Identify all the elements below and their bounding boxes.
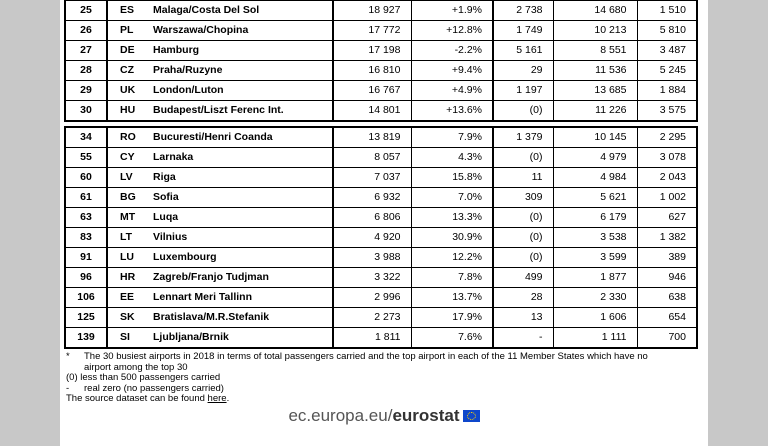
intra-eu-passengers-cell: 2 330: [553, 288, 637, 308]
total-passengers-cell: 13 819: [333, 127, 411, 148]
growth-rate-cell: 7.9%: [411, 127, 493, 148]
total-passengers-cell: 3 322: [333, 268, 411, 288]
growth-rate-cell: 4.3%: [411, 148, 493, 168]
source-note: The source dataset can be found here.: [66, 393, 230, 404]
national-passengers-cell: (0): [493, 148, 553, 168]
total-passengers-cell: 1 811: [333, 328, 411, 349]
table-row: [65, 0, 697, 21]
national-passengers-cell: (0): [493, 101, 553, 122]
country-code-cell: RO: [107, 127, 147, 148]
intra-eu-passengers-cell: 4 984: [553, 168, 637, 188]
total-passengers-cell: 16 810: [333, 61, 411, 81]
table-row: [65, 81, 697, 101]
growth-rate-cell: 30.9%: [411, 228, 493, 248]
extra-eu-passengers-cell: 5 245: [637, 61, 697, 81]
rank-cell: 25: [65, 0, 107, 21]
intra-eu-passengers-cell: 4 979: [553, 148, 637, 168]
airport-name-cell: Warszawa/Chopina: [147, 21, 333, 41]
airport-name-cell: Sofia: [147, 188, 333, 208]
table-row: [65, 208, 697, 228]
growth-rate-cell: 17.9%: [411, 308, 493, 328]
country-code-cell: LU: [107, 248, 147, 268]
airport-name-cell: Ljubljana/Brnik: [147, 328, 333, 349]
country-code-cell: PL: [107, 21, 147, 41]
intra-eu-passengers-cell: 1 111: [553, 328, 637, 349]
table-row: [65, 328, 697, 349]
national-passengers-cell: (0): [493, 208, 553, 228]
extra-eu-passengers-cell: 3 078: [637, 148, 697, 168]
table-row: [65, 288, 697, 308]
extra-eu-passengers-cell: 1 382: [637, 228, 697, 248]
rank-cell: 61: [65, 188, 107, 208]
growth-rate-cell: 7.6%: [411, 328, 493, 349]
intra-eu-passengers-cell: 5 621: [553, 188, 637, 208]
national-passengers-cell: 5 161: [493, 41, 553, 61]
rank-cell: 28: [65, 61, 107, 81]
rank-cell: 34: [65, 127, 107, 148]
table-row: [65, 168, 697, 188]
national-passengers-cell: 1 197: [493, 81, 553, 101]
table-row: [65, 41, 697, 61]
source-link[interactable]: here: [207, 393, 227, 404]
table-row: [65, 101, 697, 122]
extra-eu-passengers-cell: 2 043: [637, 168, 697, 188]
table-row: [65, 21, 697, 41]
footnote-star: [66, 352, 696, 373]
country-code-cell: LV: [107, 168, 147, 188]
country-code-cell: HU: [107, 101, 147, 122]
airport-name-cell: Zagreb/Franjo Tudjman: [147, 268, 333, 288]
table-row: [65, 228, 697, 248]
member-state-airports-table: [64, 126, 698, 349]
airport-name-cell: Bucuresti/Henri Coanda: [147, 127, 333, 148]
national-passengers-cell: 2 738: [493, 0, 553, 21]
country-code-cell: CY: [107, 148, 147, 168]
total-passengers-cell: 3 988: [333, 248, 411, 268]
extra-eu-passengers-cell: 700: [637, 328, 697, 349]
growth-rate-cell: +4.9%: [411, 81, 493, 101]
table-row: [65, 268, 697, 288]
intra-eu-passengers-cell: 11 536: [553, 61, 637, 81]
country-code-cell: ES: [107, 0, 147, 21]
total-passengers-cell: 7 037: [333, 168, 411, 188]
intra-eu-passengers-cell: 13 685: [553, 81, 637, 101]
rank-cell: 29: [65, 81, 107, 101]
national-passengers-cell: (0): [493, 248, 553, 268]
intra-eu-passengers-cell: 14 680: [553, 0, 637, 21]
airport-name-cell: Malaga/Costa Del Sol: [147, 0, 333, 21]
rank-cell: 91: [65, 248, 107, 268]
table-row: [65, 188, 697, 208]
airport-name-cell: Lennart Meri Tallinn: [147, 288, 333, 308]
rank-cell: 60: [65, 168, 107, 188]
airport-name-cell: Luqa: [147, 208, 333, 228]
airport-name-cell: Budapest/Liszt Ferenc Int.: [147, 101, 333, 122]
extra-eu-passengers-cell: 3 487: [637, 41, 697, 61]
airport-name-cell: Bratislava/M.R.Stefanik: [147, 308, 333, 328]
country-code-cell: SI: [107, 328, 147, 349]
top-airports-table: [64, 0, 698, 122]
table-row: [65, 308, 697, 328]
extra-eu-passengers-cell: 389: [637, 248, 697, 268]
rank-cell: 63: [65, 208, 107, 228]
eu-flag-icon: [463, 410, 480, 422]
growth-rate-cell: +9.4%: [411, 61, 493, 81]
national-passengers-cell: 28: [493, 288, 553, 308]
growth-rate-cell: +13.6%: [411, 101, 493, 122]
total-passengers-cell: 14 801: [333, 101, 411, 122]
country-code-cell: DE: [107, 41, 147, 61]
intra-eu-passengers-cell: 10 145: [553, 127, 637, 148]
rank-cell: 106: [65, 288, 107, 308]
country-code-cell: EE: [107, 288, 147, 308]
growth-rate-cell: 15.8%: [411, 168, 493, 188]
total-passengers-cell: 18 927: [333, 0, 411, 21]
total-passengers-cell: 2 996: [333, 288, 411, 308]
rank-cell: 26: [65, 21, 107, 41]
total-passengers-cell: 6 806: [333, 208, 411, 228]
national-passengers-cell: 1 379: [493, 127, 553, 148]
airport-name-cell: Hamburg: [147, 41, 333, 61]
document-page: [60, 0, 708, 446]
growth-rate-cell: 13.7%: [411, 288, 493, 308]
total-passengers-cell: 4 920: [333, 228, 411, 248]
table-row: [65, 61, 697, 81]
rank-cell: 96: [65, 268, 107, 288]
footnote-star-text: The 30 busiest airports in 2018 in terms of total passengers carried and the top airport in each of the 11 Member States which have no airport among the top 30: [84, 351, 648, 373]
eurostat-footer: [60, 406, 708, 426]
intra-eu-passengers-cell: 6 179: [553, 208, 637, 228]
footnote-dash-mark: -: [66, 382, 70, 394]
total-passengers-cell: 17 198: [333, 41, 411, 61]
country-code-cell: SK: [107, 308, 147, 328]
country-code-cell: MT: [107, 208, 147, 228]
growth-rate-cell: 7.8%: [411, 268, 493, 288]
extra-eu-passengers-cell: 3 575: [637, 101, 697, 122]
national-passengers-cell: 13: [493, 308, 553, 328]
rank-cell: 27: [65, 41, 107, 61]
growth-rate-cell: +12.8%: [411, 21, 493, 41]
footnote-zero: (0) less than 500 passengers carried: [66, 372, 221, 383]
extra-eu-passengers-cell: 654: [637, 308, 697, 328]
table-row: [65, 248, 697, 268]
rank-cell: 125: [65, 308, 107, 328]
intra-eu-passengers-cell: 10 213: [553, 21, 637, 41]
country-code-cell: UK: [107, 81, 147, 101]
extra-eu-passengers-cell: 1 002: [637, 188, 697, 208]
extra-eu-passengers-cell: 5 810: [637, 21, 697, 41]
airport-name-cell: Vilnius: [147, 228, 333, 248]
intra-eu-passengers-cell: 3 538: [553, 228, 637, 248]
rank-cell: 55: [65, 148, 107, 168]
intra-eu-passengers-cell: 1 877: [553, 268, 637, 288]
growth-rate-cell: -2.2%: [411, 41, 493, 61]
intra-eu-passengers-cell: 8 551: [553, 41, 637, 61]
footer-domain: ec.europa.eu/: [288, 406, 393, 425]
country-code-cell: HR: [107, 268, 147, 288]
country-code-cell: LT: [107, 228, 147, 248]
national-passengers-cell: 29: [493, 61, 553, 81]
airport-name-cell: Larnaka: [147, 148, 333, 168]
intra-eu-passengers-cell: 1 606: [553, 308, 637, 328]
national-passengers-cell: 11: [493, 168, 553, 188]
growth-rate-cell: 12.2%: [411, 248, 493, 268]
table-row: [65, 127, 697, 148]
national-passengers-cell: (0): [493, 228, 553, 248]
rank-cell: 83: [65, 228, 107, 248]
rank-cell: 139: [65, 328, 107, 349]
intra-eu-passengers-cell: 3 599: [553, 248, 637, 268]
extra-eu-passengers-cell: 2 295: [637, 127, 697, 148]
extra-eu-passengers-cell: 1 510: [637, 0, 697, 21]
footnotes: [66, 352, 696, 405]
growth-rate-cell: +1.9%: [411, 0, 493, 21]
airport-name-cell: Riga: [147, 168, 333, 188]
footnote-dash-text: real zero (no passengers carried): [84, 382, 224, 394]
footnote-star-mark: *: [66, 351, 70, 362]
total-passengers-cell: 8 057: [333, 148, 411, 168]
growth-rate-cell: 13.3%: [411, 208, 493, 228]
airport-name-cell: London/Luton: [147, 81, 333, 101]
national-passengers-cell: 1 749: [493, 21, 553, 41]
extra-eu-passengers-cell: 1 884: [637, 81, 697, 101]
extra-eu-passengers-cell: 627: [637, 208, 697, 228]
national-passengers-cell: 499: [493, 268, 553, 288]
total-passengers-cell: 6 932: [333, 188, 411, 208]
rank-cell: 30: [65, 101, 107, 122]
footer-brand: eurostat: [392, 406, 460, 425]
intra-eu-passengers-cell: 11 226: [553, 101, 637, 122]
national-passengers-cell: -: [493, 328, 553, 349]
growth-rate-cell: 7.0%: [411, 188, 493, 208]
total-passengers-cell: 16 767: [333, 81, 411, 101]
national-passengers-cell: 309: [493, 188, 553, 208]
extra-eu-passengers-cell: 638: [637, 288, 697, 308]
extra-eu-passengers-cell: 946: [637, 268, 697, 288]
table-row: [65, 148, 697, 168]
total-passengers-cell: 17 772: [333, 21, 411, 41]
country-code-cell: BG: [107, 188, 147, 208]
airport-name-cell: Luxembourg: [147, 248, 333, 268]
country-code-cell: CZ: [107, 61, 147, 81]
airport-name-cell: Praha/Ruzyne: [147, 61, 333, 81]
total-passengers-cell: 2 273: [333, 308, 411, 328]
